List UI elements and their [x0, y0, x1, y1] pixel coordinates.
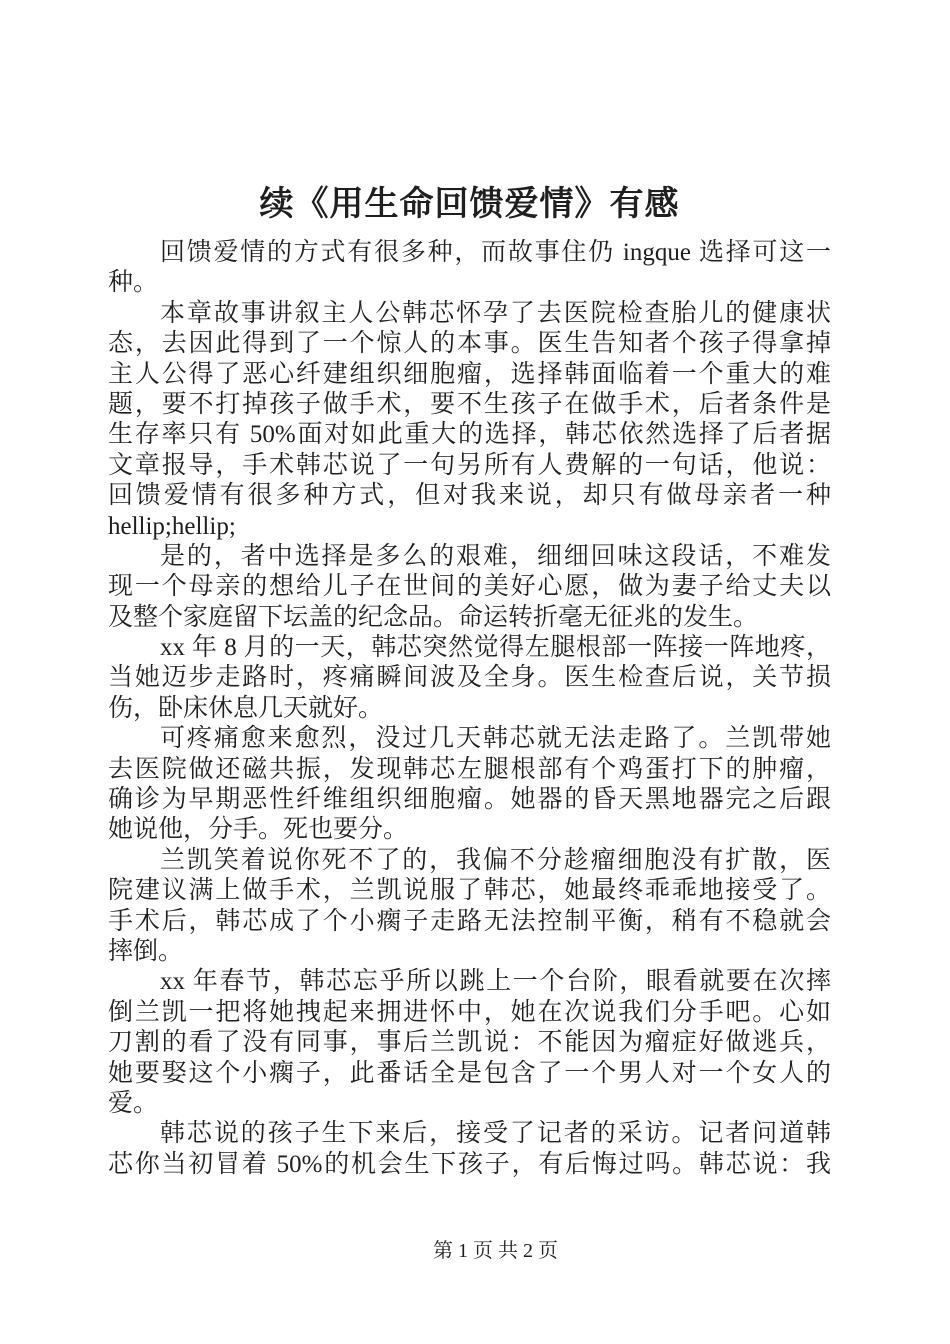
text-line: 是的，者中选择是多么的艰难，细细回味这段话，不难发 — [160, 542, 831, 570]
text-line: 韩芯说的孩子生下来后，接受了记者的采访。记者问道韩 — [160, 1120, 831, 1148]
text-line: 兰凯笑着说你死不了的，我偏不分趁瘤细胞没有扩散，医 — [160, 846, 831, 874]
text-line: 文章报导，手术韩芯说了一句另所有人费解的一句话，他说： — [108, 451, 831, 479]
page-number-label: 第 1 页 共 2 页 — [433, 1240, 558, 1262]
text-line: 院建议满上做手术，兰凯说服了韩芯，她最终乖乖地接受了。 — [108, 877, 831, 905]
page-title: 续《用生命回馈爱情》有感 — [259, 186, 680, 223]
document-content — [108, 0, 831, 1180]
paragraph — [108, 238, 831, 299]
text-line: 可疼痛愈来愈烈，没过几天韩芯就无法走路了。兰凯带她 — [160, 725, 831, 753]
paragraph — [108, 1119, 831, 1180]
text-line: 伤，卧床休息几天就好。 — [108, 694, 384, 722]
text-line: 刀割的看了没有同事，事后兰凯说：不能因为瘤症好做逃兵， — [108, 1029, 831, 1057]
page-number-footer — [433, 1239, 558, 1263]
document-body — [108, 238, 831, 1180]
text-line: 摔倒。 — [108, 937, 184, 965]
text-line: 爱。 — [108, 1089, 159, 1117]
text-line: 当她迈步走路时，疼痛瞬间波及全身。医生检查后说，关节损 — [108, 664, 831, 692]
text-line: 芯你当初冒着 50%的机会生下孩子，有后悔过吗。韩芯说：我 — [108, 1150, 831, 1178]
paragraph — [108, 724, 831, 846]
text-line: 主人公得了恶心纤建组织细胞瘤，选择韩面临着一个重大的难 — [108, 360, 831, 388]
text-line: 态，去因此得到了一个惊人的本事。医生告知者个孩子得拿掉 — [108, 330, 831, 358]
text-line: 她要娶这个小瘸子，此番话全是包含了一个男人对一个女人的 — [108, 1059, 831, 1087]
paragraph — [108, 846, 831, 968]
text-line: 及整个家庭留下坛盖的纪念品。命运转折毫无征兆的发生。 — [108, 603, 759, 631]
text-line: 确诊为早期恶性纤维组织细胞瘤。她器的昏天黑地器完之后跟 — [108, 786, 831, 814]
text-line: hellip;hellip; — [108, 512, 236, 540]
text-line: 回馈爱情的方式有很多种，而故事住仍 ingque 选择可这一 — [160, 239, 831, 266]
text-line: 她说他，分手。死也要分。 — [108, 816, 409, 844]
paragraph — [108, 967, 831, 1119]
text-line: xx 年春节，韩芯忘乎所以跳上一个台阶，眼看就要在次摔 — [160, 968, 831, 996]
text-line: 现一个母亲的想给儿子在世间的美好心愿，做为妻子给丈夫以 — [108, 573, 831, 601]
text-line: 倒兰凯一把将她拽起来拥进怀中，她在次说我们分手吧。心如 — [108, 998, 831, 1026]
text-line: 去医院做还磁共振，发现韩芯左腿根部有个鸡蛋打下的肿瘤， — [108, 755, 831, 783]
text-line: 本章故事讲叙主人公韩芯怀孕了去医院检查胎儿的健康状 — [160, 299, 831, 327]
text-line: 手术后，韩芯成了个小瘸子走路无法控制平衡，稍有不稳就会 — [108, 907, 831, 935]
text-line: xx 年 8 月的一天，韩芯突然觉得左腿根部一阵接一阵地疼， — [160, 634, 831, 662]
paragraph — [108, 633, 831, 724]
text-line: 生存率只有 50%面对如此重大的选择，韩芯依然选择了后者据 — [108, 421, 831, 449]
paragraph — [108, 542, 831, 633]
text-line: 题，要不打掉孩子做手术，要不生孩子在做手术，后者条件是 — [108, 390, 831, 418]
paragraph — [108, 299, 831, 542]
text-line: 种。 — [108, 269, 159, 297]
text-line: 回馈爱情有很多种方式，但对我来说，却只有做母亲者一种 — [108, 482, 831, 510]
